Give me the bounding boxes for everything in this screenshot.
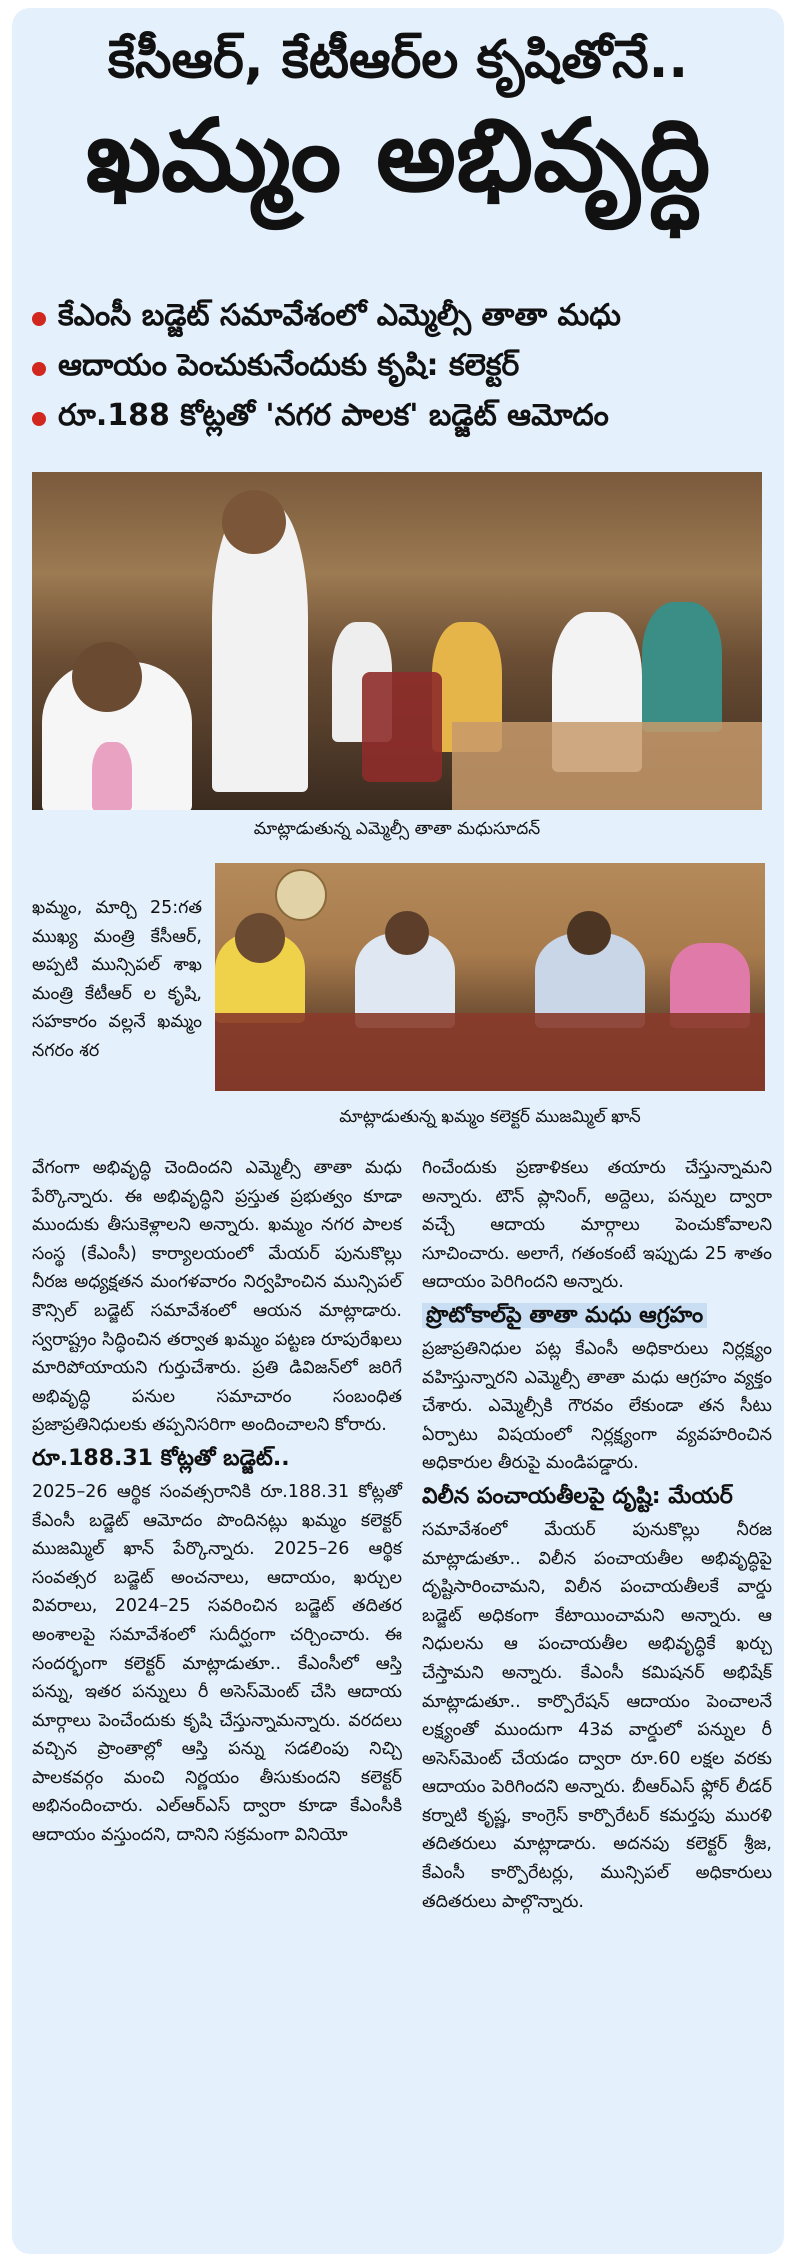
photo-figure: [92, 742, 132, 810]
article-paragraph: 2025–26 ఆర్థిక సంవత్సరానికి రూ.188.31 కోట్లతో కేఎంసీ బడ్జెట్ ఆమోదం పొందినట్లు ఖమ్మం కలెక్టర్ ముజమ్మిల్ ఖాన్ పేర్కొన్నారు. 2025–26 ఆర్థిక సంవత్సర బడ్జెట్ అంచనాలు, ఆదాయం, ఖర్చుల వివరాలు, 2024–25 సవరించిన బడ్జెట్ తదితర అంశాలపై సమావేశంలో సుదీర్ఘంగా చర్చించారు. ఈ సందర్భంగా కలెక్టర్ మాట్లాడుతూ.. కేఎంసీలో ఆస్తి పన్ను, ఇతర పన్నులు రీ అసెస్‌మెంట్ చేసి ఆదాయ మార్గాలు పెంచేందుకు కృషి చేస్తున్నామన్నారు. వరదలు వచ్చిన ప్రాంతాల్లో ఆస్తి పన్ను సడలింపు నిచ్చి పాలకవర్గం మంచి నిర్ణయం తీసుకుందని కలెక్టర్ అభినందించారు. ఎల్ఆర్ఎస్ ద్వారా కూడా కేఎంసీకి ఆదాయం వస్తుందని, దానిని సక్రమంగా వినియో: [32, 1481, 402, 1846]
photo1-caption: మాట్లాడుతున్న ఎమ్మెల్సీ తాతా మధుసూదన్: [253, 819, 541, 839]
subheading-merged-panchayats: విలీన పంచాయతీలపై దృష్టి: మేయర్: [422, 1483, 733, 1509]
bullet-dot-icon: [32, 412, 46, 426]
article-paragraph: గించేందుకు ప్రణాళికలు తయారు చేస్తున్నామని అన్నారు. టౌన్ ప్లానింగ్, అద్దెలు, పన్నుల ద్వారా వచ్చే ఆదాయ మార్గాలు పెంచుకోవాలని సూచించారు. అలాగే, గతంకంటే ఇప్పుడు 25 శాతం ఆదాయం పెరిగిందని అన్నారు.: [422, 1158, 772, 1293]
article-paragraph: ఖమ్మం, మార్చి 25:గత ముఖ్య మంత్రి కేసీఆర్, అప్పటి మున్సిపల్ శాఖ మంత్రి కేటీఆర్ ల కృషి, సహకారం వల్లనే ఖమ్మం నగరం శర: [32, 898, 202, 1061]
article-paragraph: ప్రజాప్రతినిధుల పట్ల కేఎంసీ అధికారులు నిర్లక్ష్యం వహిస్తున్నారని ఎమ్మెల్సీ తాతా మధు ఆగ్రహం వ్యక్తం చేశారు. ఎమ్మెల్సీకి గౌరవం లేకుండా తన సీటు ఏర్పాటు విషయంలో నిర్లక్ష్యంగా వ్యవహరించిన అధికారుల తీరుపై మండిపడ్డారు.: [422, 1338, 772, 1474]
photo2-caption: మాట్లాడుతున్న ఖమ్మం కలెక్టర్ ముజమ్మిల్ ఖాన్: [339, 1107, 641, 1127]
bullet-item: [32, 394, 772, 444]
photo-chairs: [362, 672, 442, 782]
photo-figure: [642, 602, 722, 732]
headline-main: ఖమ్మం అభివృద్ధి: [85, 97, 711, 214]
photo-figure: [235, 913, 285, 963]
subheading-bullets: [32, 294, 772, 444]
bullet-text: కేఎంసీ బడ్జెట్ సమావేశంలో ఎమ్మెల్సీ తాతా మధు: [58, 298, 621, 333]
photo-figure: [222, 490, 286, 554]
bullet-dot-icon: [32, 362, 46, 376]
article-left-column: [32, 1154, 402, 1850]
bullet-item: [32, 294, 772, 344]
article-paragraph: వేగంగా అభివృద్ధి చెందిందని ఎమ్మెల్సీ తాతా మధు పేర్కొన్నారు. ఈ అభివృద్ధిని ప్రస్తుత ప్రభుత్వం కూడా ముందుకు తీసుకెళ్లాలని అన్నారు. ఖమ్మం నగర పాలక సంస్థ (కేఎంసీ) కార్యాలయంలో మేయర్ పునుకొల్లు నీరజ అధ్యక్షతన మంగళవారం నిర్వహించిన మున్సిపల్ కౌన్సిల్ బడ్జెట్ సమావేశంలో ఆయన మాట్లాడారు. స్వరాష్ట్రం సిద్ధించిన తర్వాత ఖమ్మం పట్టణ రూపురేఖలు మారిపోయాయని గుర్తుచేశారు. ప్రతి డివిజన్‌లో జరిగే అభివృద్ధి పనుల సమాచారం సంబంధిత ప్రజాప్రతినిధులకు తప్పనిసరిగా అందించాలని కోరారు.: [32, 1158, 402, 1436]
photo-figure: [385, 911, 429, 955]
article-lead: [32, 894, 202, 1066]
council-meeting-photo: [32, 472, 762, 810]
article-paragraph: సమావేశంలో మేయర్ పునుకొల్లు నీరజ మాట్లాడుతూ.. విలీన పంచాయతీల అభివృద్ధిపై దృష్టిసారించామని, విలీన పంచాయతీలకే వార్డు బడ్జెట్ అధికంగా కేటాయించామని అన్నారు. ఆ నిధులను ఆ పంచాయతీల అభివృద్ధికే ఖర్చు చేస్తామని అన్నారు. కేఎంసీ కమిషనర్ అభిషేక్ మాట్లాడుతూ.. కార్పొరేషన్ ఆదాయం పెంచాలనే లక్ష్యంతో ముందుగా 43వ వార్డులో పన్నుల రీ అసెస్‌మెంట్ చేయడం ద్వారా రూ.60 లక్షల వరకు ఆదాయం పెరిగిందని అన్నారు. బీఆర్ఎస్ ఫ్లోర్ లీడర్ కర్నాటి కృష్ణ, కాంగ్రెస్ కార్పొరేటర్ కమర్తపు మురళి తదితరులు మాట్లాడారు. అదనపు కలెక్టర్ శ్రీజ, కేఎంసీ కార్పొరేటర్లు, మున్సిపల్ అధికారులు తదితరులు పాల్గొన్నారు.: [422, 1519, 772, 1912]
headline-kicker: కేసీఆర్, కేటీఆర్‌ల కృషితోనే..: [107, 30, 689, 90]
photo-desk: [452, 722, 762, 810]
photo-figure: [72, 642, 142, 712]
bullet-dot-icon: [32, 312, 46, 326]
collector-photo: [215, 863, 765, 1091]
newspaper-clipping: [12, 8, 784, 2254]
photo-figure: [567, 911, 611, 955]
bullet-text: రూ.188 కోట్లతో 'నగర పాలక' బడ్జెట్ ఆమోదం: [58, 398, 609, 433]
article-right-column: [422, 1154, 772, 1916]
subheading-protocol: ప్రొటోకాల్‌పై తాతా మధు ఆగ్రహం: [422, 1303, 707, 1328]
bullet-text: ఆదాయం పెంచుకునేందుకు కృషి: కలెక్టర్: [58, 348, 520, 383]
photo-desk: [215, 1013, 765, 1091]
photo-emblem: [275, 869, 327, 921]
subheading-budget: రూ.188.31 కోట్లతో బడ్జెట్..: [32, 1445, 290, 1471]
bullet-item: [32, 344, 772, 394]
